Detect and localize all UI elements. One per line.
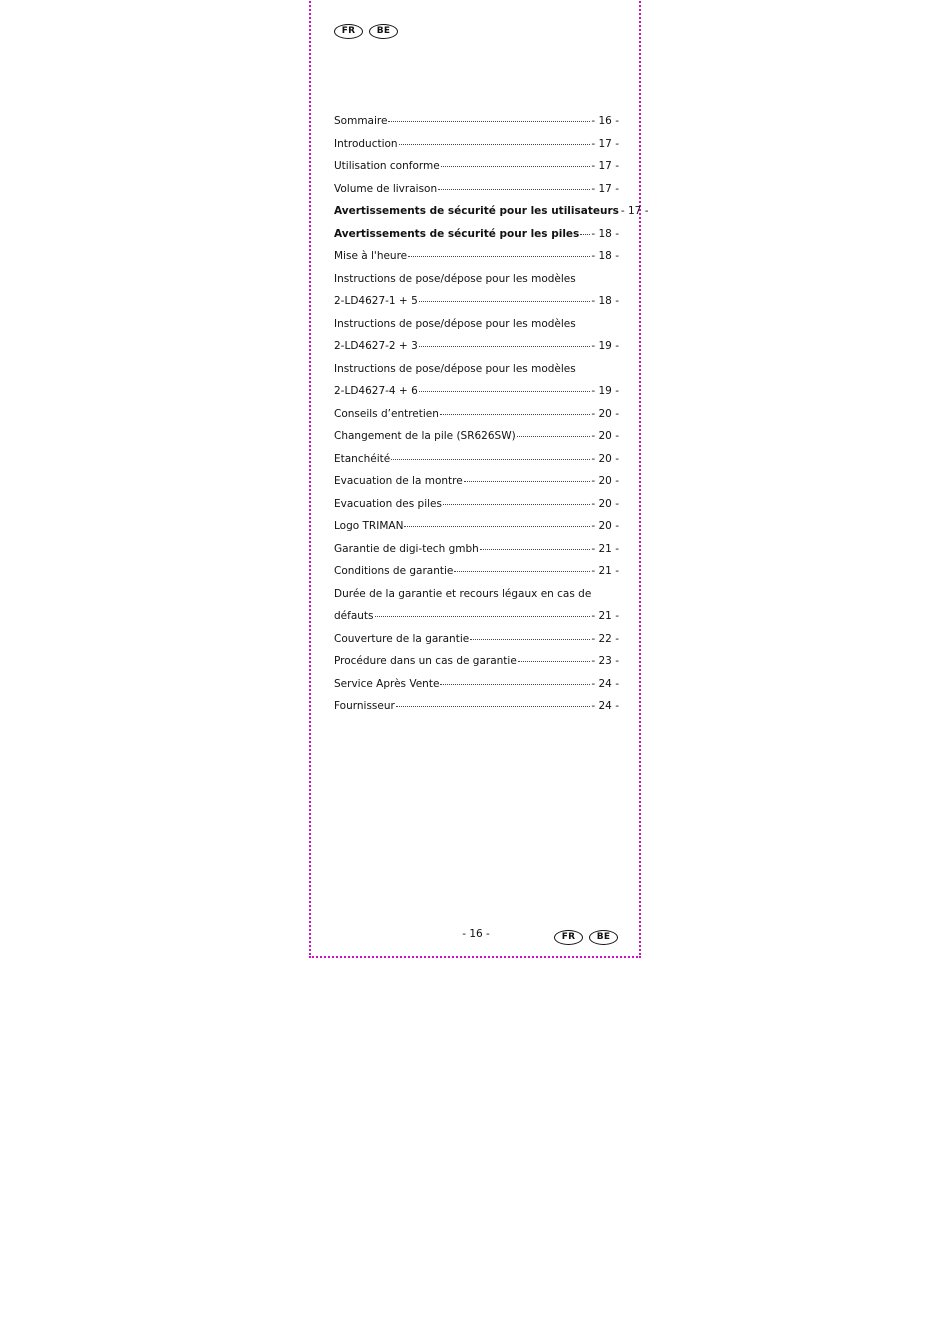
dot-leader: [391, 451, 590, 460]
dot-leader: [441, 158, 591, 167]
toc-entry: [334, 588, 619, 611]
toc-entry: [334, 543, 619, 566]
toc-entry-page: - 21 -: [591, 565, 619, 577]
toc-entry: [334, 520, 619, 543]
toc-entry: [334, 138, 619, 161]
toc-entry: [334, 250, 619, 273]
toc-entry: [334, 453, 619, 476]
toc-entry-page: - 20 -: [591, 520, 619, 532]
language-badges-top: [334, 24, 398, 39]
dot-leader: [399, 136, 591, 145]
toc-entry-page: - 20 -: [591, 475, 619, 487]
toc-entry: [334, 273, 619, 296]
toc-entry-title: Evacuation de la montre: [334, 475, 463, 487]
toc-entry-page: - 20 -: [591, 497, 619, 510]
dot-leader: [404, 518, 590, 527]
toc-entry-title: Conditions de garantie: [334, 565, 454, 577]
toc-entry-title: Volume de livraison: [334, 182, 438, 195]
toc-entry: [334, 678, 619, 701]
language-badge-fr: FR: [334, 24, 363, 39]
dot-leader: [396, 698, 591, 707]
toc-entry-title: Conseils d’entretien: [334, 407, 439, 420]
toc-entry-title: Instructions de pose/dépose pour les modèles: [334, 272, 576, 285]
toc-entry-title: Avertissements de sécurité pour les utilisateurs: [334, 205, 619, 217]
toc-entry-page: - 17 -: [620, 205, 649, 217]
toc-entry: [334, 363, 619, 386]
toc-entry: [334, 565, 619, 588]
toc-entry: [334, 700, 619, 723]
toc-entry-page: - 16 -: [591, 115, 619, 127]
dot-leader: [464, 473, 591, 482]
toc-entry-page: - 23 -: [591, 655, 619, 667]
toc-entry-title: Mise à l'heure: [334, 250, 408, 262]
toc-entry-title: Durée de la garantie et recours légaux en cas de: [334, 587, 592, 600]
toc-entry-page: - 19 -: [591, 385, 619, 397]
toc-entry: [334, 610, 619, 633]
toc-entry-title: Introduction: [334, 137, 398, 150]
dot-leader: [419, 293, 591, 302]
toc-entry-page: - 20 -: [591, 452, 619, 465]
toc-entry: [334, 318, 619, 341]
toc-entry-page: - 24 -: [591, 677, 619, 690]
dot-leader: [419, 338, 591, 347]
toc-entry: [334, 408, 619, 431]
toc-entry-page: - 21 -: [591, 542, 619, 555]
toc-entry-page: - 17 -: [591, 182, 619, 195]
toc-entry-page: - 24 -: [591, 700, 619, 712]
toc-entry-title: Couverture de la garantie: [334, 632, 470, 645]
dot-leader: [440, 406, 590, 415]
toc-entry: [334, 295, 619, 318]
toc-entry-title: Fournisseur: [334, 700, 395, 712]
toc-entry-page: - 18 -: [591, 295, 619, 307]
toc-entry-title: Garantie de digi-tech gmbh: [334, 542, 479, 555]
dot-leader: [517, 428, 591, 437]
toc-entry-title: Evacuation des piles: [334, 497, 442, 510]
toc-entry-page: - 18 -: [591, 227, 619, 240]
dot-leader: [408, 248, 590, 257]
toc-entry-title: 2-LD4627-2 + 3: [334, 340, 418, 352]
dot-leader: [375, 608, 591, 617]
toc-entry: [334, 160, 619, 183]
language-badge-be: BE: [589, 930, 618, 945]
toc-entry-page: - 19 -: [591, 340, 619, 352]
toc-entry-title: Sommaire: [334, 115, 388, 127]
dot-leader: [438, 181, 590, 190]
toc-entry-title: Instructions de pose/dépose pour les modèles: [334, 317, 576, 330]
toc-entry-title: Avertissements de sécurité pour les piles: [334, 227, 580, 240]
toc-entry: [334, 430, 619, 453]
toc-entry-page: - 17 -: [591, 160, 619, 172]
language-badge-be: BE: [369, 24, 398, 39]
toc-entry: [334, 183, 619, 206]
toc-entry-title: Utilisation conforme: [334, 160, 440, 172]
dot-leader: [419, 383, 591, 392]
toc-entry-title: Service Après Vente: [334, 677, 440, 690]
toc-entry-page: - 20 -: [591, 407, 619, 420]
toc-entry: [334, 633, 619, 656]
dot-leader: [470, 631, 590, 640]
toc-entry: [334, 340, 619, 363]
toc-entry-page: - 22 -: [591, 632, 619, 645]
toc-entry-page: - 20 -: [591, 430, 619, 442]
dot-leader: [443, 496, 590, 505]
language-badges-bottom: [554, 930, 618, 945]
toc-entry-title: Instructions de pose/dépose pour les modèles: [334, 362, 576, 375]
toc-entry: [334, 475, 619, 498]
dot-leader: [480, 541, 591, 550]
toc-entry: [334, 385, 619, 408]
toc-entry-title: 2-LD4627-4 + 6: [334, 385, 418, 397]
toc-entry-title: défauts: [334, 610, 374, 622]
toc-entry-title: Changement de la pile (SR626SW): [334, 430, 516, 442]
toc-entry-title: Procédure dans un cas de garantie: [334, 655, 517, 667]
toc-entry-page: - 17 -: [591, 137, 619, 150]
toc-entry-page: - 21 -: [591, 610, 619, 622]
toc-entry: [334, 498, 619, 521]
dot-leader: [388, 113, 590, 122]
toc-entry: [334, 115, 619, 138]
toc-entry-title: Etanchéité: [334, 452, 391, 465]
page-number: - 16 -: [462, 928, 490, 940]
dot-leader: [454, 563, 590, 572]
toc-entry: [334, 655, 619, 678]
dot-leader: [580, 226, 590, 235]
dot-leader: [440, 676, 590, 685]
document-page: [309, 0, 649, 958]
table-of-contents: [334, 115, 649, 723]
dot-leader: [518, 653, 591, 662]
toc-entry-title: Logo TRIMAN: [334, 520, 404, 532]
toc-entry-title: 2-LD4627-1 + 5: [334, 295, 418, 307]
toc-entry: [334, 228, 619, 251]
language-badge-fr: FR: [554, 930, 583, 945]
toc-entry-page: - 18 -: [591, 250, 619, 262]
toc-entry: [334, 205, 649, 228]
